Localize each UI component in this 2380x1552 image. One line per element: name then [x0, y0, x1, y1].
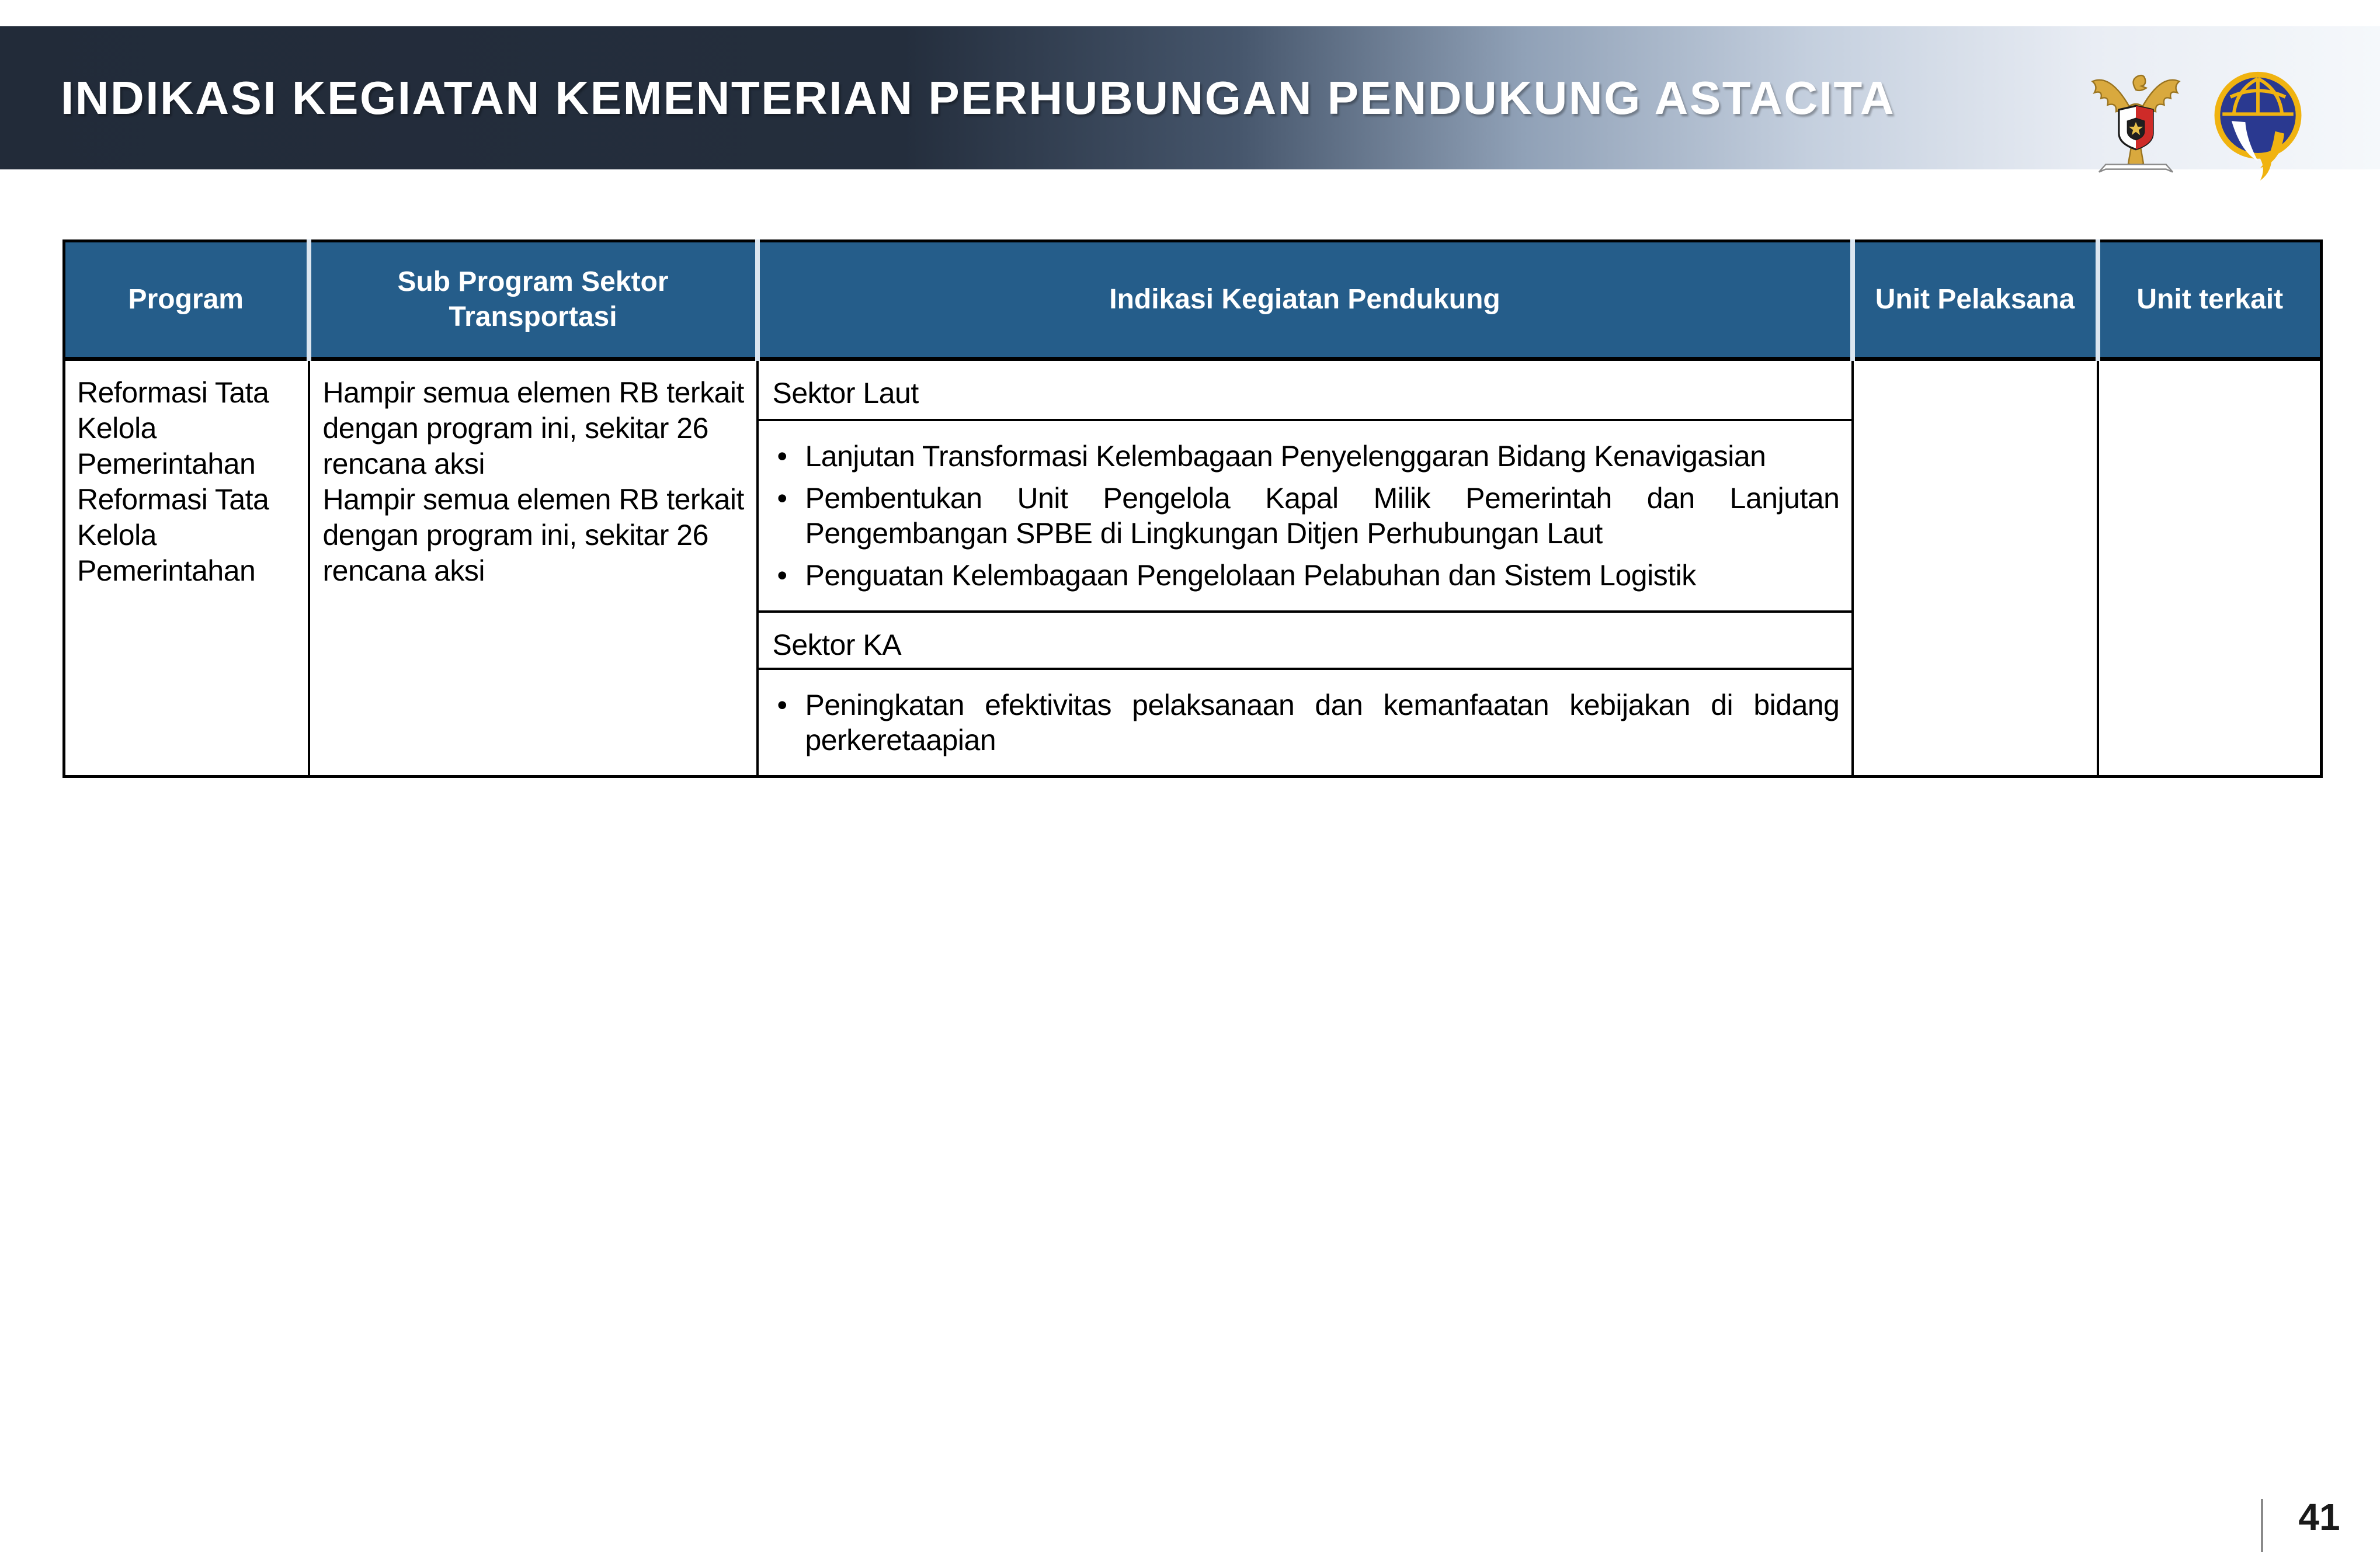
page-title: INDIKASI KEGIATAN KEMENTERIAN PERHUBUNGAN PENDUKUNG ASTACITA — [61, 71, 1896, 124]
header-banner — [0, 26, 2380, 169]
section-label-sektor-laut: Sektor Laut — [758, 359, 1853, 420]
sektor-ka-bullet-list — [759, 670, 1851, 775]
column-header-unit-pelaksana: Unit Pelaksana — [1853, 241, 2098, 359]
column-header-indikasi: Indikasi Kegiatan Pendukung — [758, 241, 1853, 359]
indikasi-kegiatan-table — [62, 239, 2323, 778]
program-paragraph: Reformasi Tata Kelola Pemerintahan — [77, 376, 269, 480]
sub-program-cell — [309, 359, 758, 777]
sektor-ka-items-cell — [758, 669, 1853, 777]
sub-program-paragraph: Hampir semua elemen RB terkait dengan program ini, sekitar 26 rencana aksi — [322, 483, 744, 587]
program-cell — [64, 359, 309, 777]
page-number: 41 — [2298, 1496, 2340, 1538]
bullet-item: • Lanjutan Transformasi Kelembagaan Penyelenggaran Bidang Kenavigasian — [772, 439, 1840, 474]
garuda-pancasila-logo — [2089, 63, 2183, 180]
table-header-row — [64, 241, 2322, 359]
unit-terkait-cell — [2098, 359, 2322, 777]
unit-pelaksana-cell — [1853, 359, 2098, 777]
sektor-laut-items-cell — [758, 420, 1853, 612]
footer-divider-line — [2261, 1499, 2263, 1552]
program-paragraph: Reformasi Tata Kelola Pemerintahan — [77, 483, 269, 587]
bullet-item: • Peningkatan efektivitas pelaksanaan dan kemanfaatan kebijakan di bidang perkeretaapian — [772, 688, 1840, 758]
bullet-item: • Penguatan Kelembagaan Pengelolaan Pelabuhan dan Sistem Logistik — [772, 558, 1840, 593]
column-header-unit-terkait: Unit terkait — [2098, 241, 2322, 359]
table-row — [64, 359, 2322, 420]
sub-program-paragraph: Hampir semua elemen RB terkait dengan program ini, sekitar 26 rencana aksi — [322, 376, 744, 480]
sektor-laut-bullet-list — [759, 421, 1851, 610]
kementerian-perhubungan-logo — [2211, 67, 2305, 182]
bullet-item: • Pembentukan Unit Pengelola Kapal Milik Pemerintah dan Lanjutan Pengembangan SPBE di Lingkungan Ditjen Perhubungan Laut — [772, 481, 1840, 551]
column-header-sub-program: Sub Program Sektor Transportasi — [309, 241, 758, 359]
section-label-sektor-ka: Sektor KA — [758, 612, 1853, 669]
column-header-program: Program — [64, 241, 309, 359]
